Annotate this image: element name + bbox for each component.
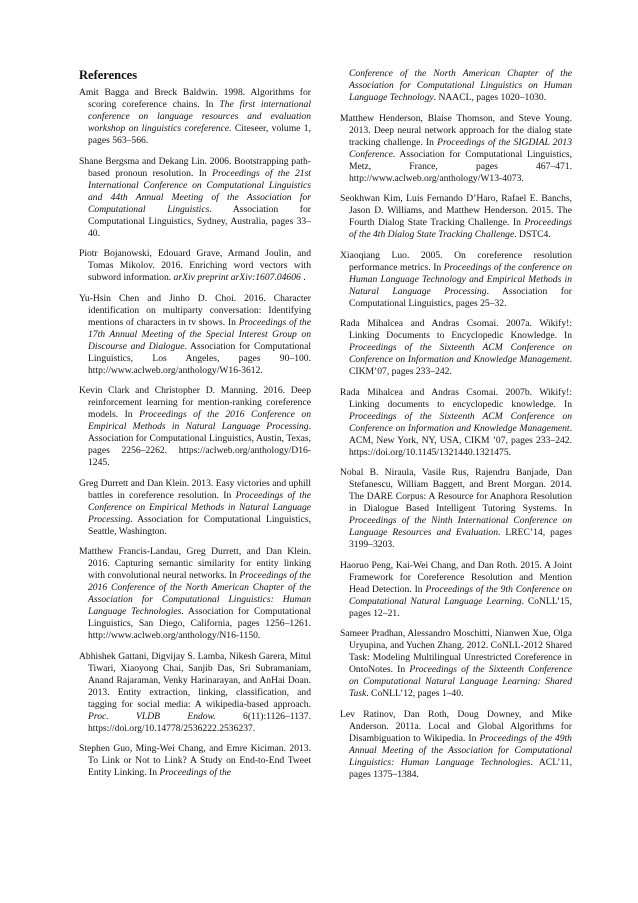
reference-authors-title: Amit Bagga and Breck Baldwin. 1998. Algorithms for scoring coreference chains. In: [79, 87, 311, 110]
reference-tail: . ACM, New York, NY, USA, CIKM ’07, pages 233–242. https://doi.org/10.1145/1321440.1321475.: [349, 422, 572, 458]
reference-entry: [79, 546, 311, 642]
reference-continuation: [340, 68, 572, 104]
reference-entry: [79, 87, 311, 147]
reference-entry: [340, 467, 572, 551]
reference-venue: Proceedings of the 2016 Conference on Empirical Methods in Natural Language Processing: [88, 409, 311, 432]
reference-venue: Proceedings of the Conference on Empirical Methods in Natural Language Processing: [88, 489, 311, 525]
reference-tail: . DSTC4.: [514, 229, 551, 240]
reference-tail: . Association for Computational Linguistics, Metz, France, pages 467–471. http://www.aclweb.org/anthology/W13-4073.: [349, 148, 572, 184]
reference-venue: The first international conference on language resources and evaluation workshop on linguistics coreference: [88, 99, 311, 134]
reference-entry: [340, 250, 572, 310]
reference-entry: [340, 193, 572, 241]
reference-venue: Proc. VLDB Endow.: [88, 710, 216, 722]
right-column: [340, 68, 572, 789]
reference-venue: Conference of the North American Chapter of the Association for Computational Linguistics on Human Language Technology: [349, 68, 572, 103]
reference-venue: Proceedings of the 4th Dialog State Tracking Challenge: [349, 217, 572, 240]
reference-entry: [340, 560, 572, 620]
left-reference-list: [79, 87, 311, 779]
reference-authors-title: Abhishek Gattani, Digvijay S. Lamba, Nikesh Garera, Mitul Tiwari, Xiaoyong Chai, Sanjib Das, Sri Subramaniam, Anand Rajaraman, Venky Harinarayan, and AnHai Doan. 2013. Entity extraction, linking, classification, and tagging for social media: A wikipedia-based approach.: [79, 650, 311, 710]
reference-entry: [340, 387, 572, 459]
reference-entry: [79, 651, 311, 735]
right-reference-list: [340, 113, 572, 781]
reference-authors-title: Shane Bergsma and Dekang Lin. 2006. Bootstrapping path-based pronoun resolution. In: [79, 155, 311, 179]
reference-tail: . CoNLL’12, pages 1–40.: [366, 688, 464, 699]
reference-venue: Proceedings of the 2016 Conference of the North American Chapter of the Association for Computational Linguistics: Human Language Technologies: [88, 570, 311, 617]
reference-authors-title: Xiaoqiang Luo. 2005. On coreference resolution performance metrics. In: [340, 249, 572, 273]
reference-entry: [79, 478, 311, 538]
reference-tail: . Citeseer, volume 1, pages 563–566.: [88, 123, 311, 146]
reference-authors-title: Piotr Bojanowski, Edouard Grave, Armand Joulin, and Tomas Mikolov. 2016. Enriching word vectors with subword information.: [79, 248, 311, 283]
reference-authors-title: Stephen Guo, Ming-Wei Chang, and Emre Kiciman. 2013. To Link or Not to Link? A Study on End-to-End Tweet Entity Linking. In: [79, 743, 311, 778]
reference-venue: Proceedings of the Ninth International Conference on Language Resources and Evaluation: [349, 515, 572, 538]
reference-tail: . CoNLL’15, pages 12–21.: [349, 595, 572, 619]
reference-authors-title: Sameer Pradhan, Alessandro Moschitti, Nianwen Xue, Olga Uryupina, and Yuchen Zhang. 2012. CoNLL-2012 Shared Task: Modeling Multilingual Unrestricted Coreference in OntoNotes. In: [340, 628, 572, 675]
reference-venue: Proceedings of the 9th Conference on Computational Natural Language Learning: [349, 583, 572, 607]
reference-authors-title: Haoruo Peng, Kai-Wei Chang, and Dan Roth. 2015. A Joint Framework for Coreference Resolution and Mention Head Detection. In: [340, 559, 572, 595]
reference-authors-title: Yu-Hsin Chen and Jinho D. Choi. 2016. Character identification on multiparty conversation: Identifying mentions of characters in tv shows. In: [79, 292, 311, 328]
reference-tail: . CIKM’07, pages 233–242.: [349, 354, 572, 377]
reference-entry: [340, 709, 572, 781]
reference-authors-title: Lev Ratinov, Dan Roth, Doug Downey, and Mike Anderson. 2011a. Local and Global Algorithms for Disambiguation to Wikipedia. In: [340, 708, 572, 744]
reference-entry: [79, 385, 311, 469]
reference-venue: Proceedings of the SIGDIAL 2013 Conference: [349, 136, 572, 160]
reference-tail: . NAACL, pages 1020–1030.: [433, 92, 547, 103]
reference-authors-title: Rada Mihalcea and Andras Csomai. 2007b. Wikify!: Linking documents to encyclopedic knowledge. In: [340, 386, 572, 410]
reference-tail: .: [300, 272, 306, 283]
reference-entry: [340, 318, 572, 378]
left-column: [79, 68, 311, 788]
reference-venue: Proceedings of the Sixteenth Conference on Computational Natural Language Learning: Shared Task: [349, 664, 572, 699]
reference-tail: . LREC’14, pages 3199–3203.: [349, 527, 572, 550]
reference-authors-title: Matthew Henderson, Blaise Thomson, and Steve Young. 2013. Deep neural network approach for the dialog state tracking challenge. In: [340, 112, 572, 148]
reference-venue: Proceedings of the Sixteenth ACM Conference on Conference on Information and Knowledge Management: [349, 342, 572, 365]
reference-authors-title: Rada Mihalcea and Andras Csomai. 2007a. Wikify!: Linking Documents to Encyclopedic Knowledge. In: [340, 318, 572, 341]
reference-tail: . ACL’11, pages 1375–1384.: [349, 756, 572, 780]
reference-authors-title: Seokhwan Kim, Luis Fernando D’Haro, Rafael E. Banchs, Jason D. Williams, and Matthew Henderson. 2015. The Fourth Dialog State Tracking Challenge. In: [340, 193, 572, 228]
reference-venue: Proceedings of the conference on Human Language Technology and Empirical Methods in Natural Language Processing: [349, 261, 572, 297]
reference-tail: . Association for Computational Linguistics, Austin, Texas, pages 2256–2262. https://aclweb.org/anthology/D16-1245.: [88, 421, 311, 468]
references-heading: References: [79, 68, 138, 82]
reference-venue: Proceedings of the 21st International Conference on Computational Linguistics and 44th Annual Meeting of the Association for Computational Linguistics: [88, 167, 311, 215]
reference-authors-title: Greg Durrett and Dan Klein. 2013. Easy victories and uphill battles in coreference resolution. In: [79, 477, 311, 501]
reference-venue: Proceedings of the: [159, 767, 232, 778]
reference-venue: arXiv preprint arXiv:1607.04606: [173, 272, 301, 283]
reference-entry: [340, 628, 572, 700]
reference-entry: [79, 293, 311, 377]
reference-tail: . Association for Computational Linguistics, San Diego, California, pages 1256–1261. http://www.aclweb.org/anthology/N16-1150.: [88, 606, 311, 641]
reference-authors-title: Kevin Clark and Christopher D. Manning. 2016. Deep reinforcement learning for mention-ranking coreference models. In: [79, 385, 311, 420]
reference-entry: [79, 248, 311, 284]
reference-tail: . Association for Computational Linguistics, Seattle, Washington.: [88, 513, 311, 537]
reference-entry: [79, 743, 311, 779]
reference-entry: [79, 156, 311, 240]
reference-entry: [340, 113, 572, 185]
reference-venue: Proceedings of the 17th Annual Meeting of the Special Interest Group on Discourse and Dialogue: [88, 316, 311, 352]
reference-tail: 6(11):1126–1137. https://doi.org/10.14778/2536222.2536237.: [88, 710, 311, 734]
reference-authors-title: Matthew Francis-Landau, Greg Durrett, and Dan Klein. 2016. Capturing semantic similarity for entity linking with convolutional neural networks. In: [79, 546, 311, 581]
reference-venue: Proceedings of the Sixteenth ACM Conference on Conference on Information and Knowledge Management: [349, 410, 572, 434]
reference-venue: Proceedings of the 49th Annual Meeting of the Association for Computational Linguistics: Human Language Technologies: [349, 732, 572, 768]
reference-tail: . Association for Computational Linguistics, Los Angeles, pages 90–100. http://www.aclweb.org/anthology/W16-3612.: [88, 340, 312, 376]
reference-tail: . Association for Computational Linguistics, Sydney, Australia, pages 33–40.: [88, 203, 311, 239]
reference-authors-title: Nobal B. Niraula, Vasile Rus, Rajendra Banjade, Dan Stefanescu, William Baggett, and Brent Morgan. 2014. The DARE Corpus: A Resource for Anaphora Resolution in Dialogue Based Intelligent Tutoring Systems. In: [340, 467, 572, 514]
reference-tail: . Association for Computational Linguistics, pages 25–32.: [349, 285, 572, 309]
